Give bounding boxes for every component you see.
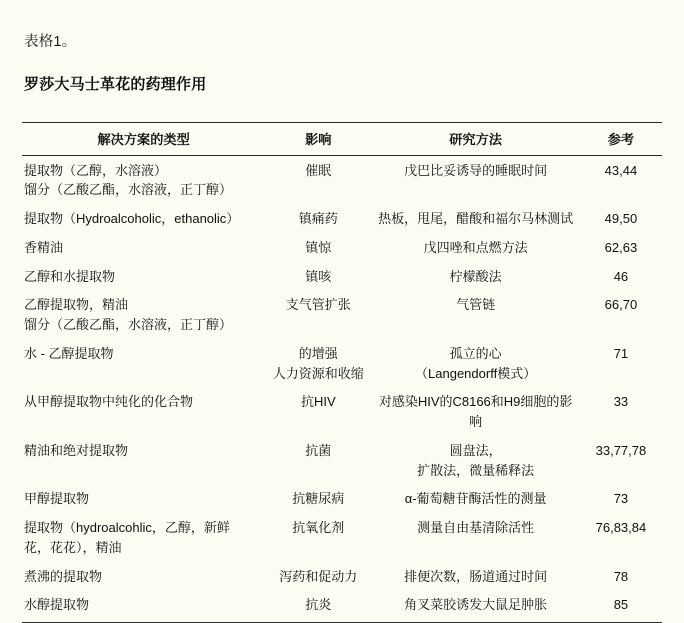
cell-reference	[580, 514, 662, 563]
cell-type	[22, 514, 265, 563]
cell-type-line1: 提取物（乙醇，水溶液）	[24, 162, 168, 178]
cell-type-line1: 精油和绝对提取物	[24, 442, 129, 458]
cell-reference	[580, 291, 662, 340]
cell-method	[371, 339, 579, 388]
cell-type	[22, 262, 265, 291]
cell-method-line1: 测量自由基清除活性	[417, 520, 535, 535]
cell-reference-line1: 33,77,78	[595, 442, 647, 458]
cell-effect	[265, 436, 371, 485]
cell-reference	[580, 233, 662, 262]
cell-method-line1: 排便次数，肠道通过时间	[404, 568, 548, 584]
cell-method	[371, 485, 579, 514]
cell-type-line1: 乙醇和水提取物	[24, 268, 116, 284]
cell-effect-line1: 泻药和促动力	[279, 568, 358, 584]
table-row	[22, 233, 662, 262]
cell-type-line1: 从甲醇提取物中纯化的化合物	[24, 394, 194, 410]
cell-type	[22, 291, 265, 340]
cell-effect	[265, 233, 371, 262]
cell-type	[22, 156, 265, 205]
table-row	[22, 485, 662, 514]
table-row	[22, 262, 662, 291]
cell-effect	[265, 291, 371, 340]
cell-method-line2: 扩散法，微量稀释法	[417, 462, 535, 478]
cell-type	[22, 485, 265, 514]
table-row	[22, 436, 662, 485]
cell-type-line1: 甲醇提取物	[24, 491, 90, 507]
cell-method-line1: 柠檬酸法	[449, 268, 502, 284]
cell-method	[371, 388, 579, 437]
cell-reference-line1: 71	[613, 345, 629, 361]
cell-reference	[580, 591, 662, 623]
cell-effect-line1: 催眠	[305, 162, 332, 178]
cell-reference-line1: 43,44	[604, 162, 638, 178]
cell-method-line1: 气管链	[456, 297, 496, 313]
cell-effect	[265, 485, 371, 514]
cell-reference-line1: 49,50	[604, 211, 638, 226]
cell-method	[371, 436, 579, 485]
cell-type	[22, 591, 265, 623]
cell-type-line1: 香精油	[24, 239, 64, 255]
cell-effect	[265, 339, 371, 388]
cell-effect	[265, 562, 371, 591]
cell-method-line1: 热板，甩尾，醋酸和福尔马林测试	[378, 211, 574, 226]
cell-method	[371, 262, 579, 291]
cell-method-line1: 圆盘法，	[449, 442, 502, 458]
cell-effect	[265, 262, 371, 291]
cell-effect-line1: 抗糖尿病	[292, 491, 345, 507]
table-row	[22, 514, 662, 563]
cell-type-line2: 馏分（乙酸乙酯，水溶液，正丁醇）	[24, 317, 233, 332]
table-row	[22, 205, 662, 234]
cell-effect	[265, 205, 371, 234]
cell-reference	[580, 205, 662, 234]
cell-type-line2: 馏分（乙酸乙酯，水溶液，正丁醇）	[24, 182, 233, 198]
column-header-type: 解决方案的类型	[22, 123, 265, 156]
table-row	[22, 562, 662, 591]
cell-type	[22, 339, 265, 388]
cell-reference-line1: 33	[613, 394, 629, 410]
cell-reference-line1: 76,83,84	[595, 520, 647, 535]
table-label: 表格1。	[24, 34, 77, 50]
cell-reference-line1: 66,70	[604, 297, 638, 313]
cell-effect-line1: 支气管扩张	[285, 297, 351, 313]
cell-method	[371, 562, 579, 591]
cell-effect-line1: 抗氧化剂	[292, 520, 345, 535]
cell-reference-line1: 85	[613, 597, 629, 613]
table-body	[22, 156, 662, 623]
cell-type-line2: 花，花花），精油	[24, 539, 122, 555]
cell-method-line1: 戊四唑和点燃方法	[423, 239, 528, 255]
cell-method-line1: 角叉菜胶诱发大鼠足肿胀	[404, 597, 548, 613]
cell-reference	[580, 262, 662, 291]
cell-method	[371, 514, 579, 563]
column-header-effect: 影响	[265, 123, 371, 156]
cell-type-line1: 水醇提取物	[24, 597, 90, 613]
cell-type-line1: 提取物（hydroalcohlic，乙醇，新鲜	[24, 520, 230, 535]
cell-type	[22, 436, 265, 485]
table-row	[22, 388, 662, 437]
table-row	[22, 291, 662, 340]
cell-reference-line1: 62,63	[604, 239, 638, 255]
cell-method	[371, 233, 579, 262]
cell-effect	[265, 388, 371, 437]
cell-type	[22, 388, 265, 437]
cell-reference	[580, 388, 662, 437]
cell-effect-line1: 镇痛药	[298, 211, 338, 226]
cell-type-line1: 水 - 乙醇提取物	[24, 345, 114, 361]
cell-effect	[265, 514, 371, 563]
cell-type	[22, 233, 265, 262]
cell-type	[22, 205, 265, 234]
cell-type-line1: 乙醇提取物，精油	[24, 297, 129, 313]
cell-reference	[580, 339, 662, 388]
cell-type-line1: 提取物（Hydroalcoholic，ethanolic）	[24, 211, 240, 226]
cell-reference-line1: 46	[613, 268, 629, 284]
cell-effect-line1: 抗炎	[305, 597, 332, 613]
table-row	[22, 156, 662, 205]
pharmacological-effects-table	[22, 122, 662, 623]
cell-type	[22, 562, 265, 591]
cell-effect	[265, 591, 371, 623]
cell-method-line1: 对感染HIV的C8166和H9细胞的影响	[378, 394, 573, 429]
cell-method-line1: 孤立的心	[449, 345, 502, 361]
cell-effect-line1: 抗HIV	[300, 394, 336, 410]
cell-method	[371, 205, 579, 234]
cell-effect-line1: 镇惊	[305, 239, 332, 255]
column-header-method: 研究方法	[371, 123, 579, 156]
cell-reference	[580, 156, 662, 205]
cell-reference-line1: 78	[613, 568, 629, 584]
cell-reference-line1: 73	[613, 491, 629, 507]
column-header-reference: 参考	[580, 123, 662, 156]
cell-reference	[580, 562, 662, 591]
cell-effect-line1: 抗菌	[305, 442, 332, 458]
cell-effect-line1: 的增强	[298, 345, 338, 361]
cell-effect	[265, 156, 371, 205]
table-row	[22, 591, 662, 623]
table-header	[22, 123, 662, 156]
cell-method-line1: 戊巴比妥诱导的睡眠时间	[404, 162, 548, 178]
cell-method-line2: （Langendorff模式）	[415, 365, 537, 381]
table-header-row	[22, 123, 662, 156]
cell-reference	[580, 485, 662, 514]
cell-method	[371, 591, 579, 623]
cell-method-line1: α-葡萄糖苷酶活性的测量	[404, 491, 547, 507]
table-row	[22, 339, 662, 388]
cell-reference	[580, 436, 662, 485]
cell-type-line1: 煮沸的提取物	[24, 568, 103, 584]
cell-method	[371, 291, 579, 340]
cell-effect-line2: 人力资源和收缩	[272, 365, 364, 381]
cell-method	[371, 156, 579, 205]
table-title: 罗莎大马士革花的药理作用	[24, 76, 207, 93]
cell-effect-line1: 镇咳	[305, 268, 332, 284]
